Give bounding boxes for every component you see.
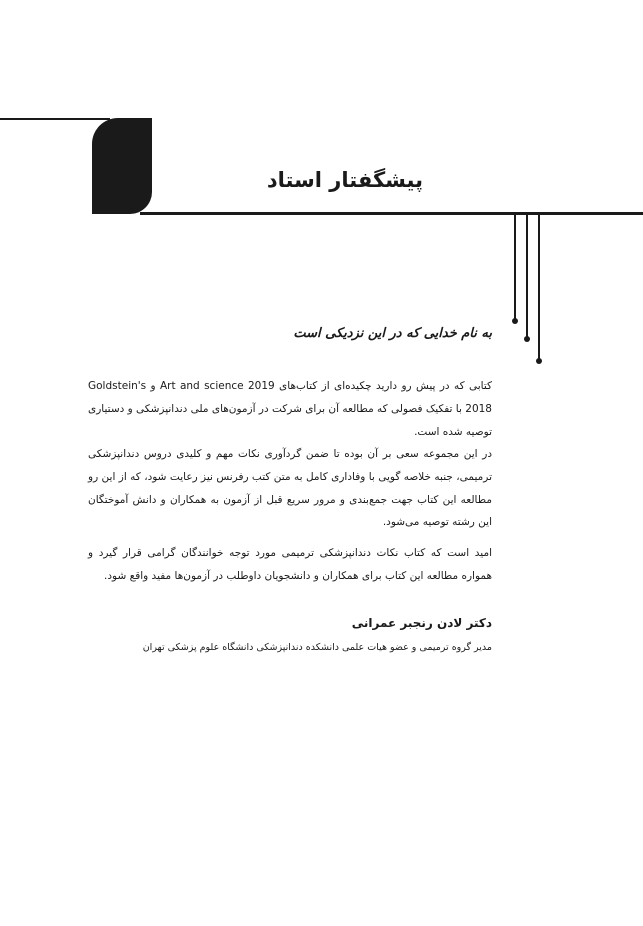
header-rule-left [0,118,110,120]
header-block [92,118,152,214]
header-rule-bottom [140,212,643,215]
signature-affiliation: مدیر گروه ترمیمی و عضو هیات علمی دانشکده دندانپزشکی دانشگاه علوم پزشکی تهران [142,642,492,653]
decorative-line-3 [538,215,540,361]
invocation-line: به نام خدایی که در این نزدیکی است [293,326,492,341]
page-title: پیشگفتار استاد [266,168,423,192]
body-paragraph-3: امید است که کتاب نکات دندانپزشکی ترمیمی مورد توجه خوانندگان گرامی قرار گیرد و همواره مطالعه این کتاب برای همکاران و دانشجویان داوطلب در آزمون‌ها مفید واقع شود. [88,547,492,582]
decorative-line-1 [514,215,516,321]
body-paragraph-1: کتابی که در پیش رو دارید چکیده‌ای از کتاب‌های Art and science 2019 و Goldstein's 2018 با تفکیک فصولی که مطالعه آن برای شرکت در آزمون‌های ملی دندانپزشکی و دستیاری توصیه شده است. [88,380,492,438]
body-paragraph-2: در این مجموعه سعی بر آن بوده تا ضمن گردآوری نکات مهم و کلیدی دروس دندانپزشکی ترمیمی، جنبه خلاصه گویی با وفاداری کامل به متن کتب رفرنس نیز رعایت شود، که از این رو مطالعه این کتاب جهت جمع‌بندی و مرور سریع قبل از آزمون به همکاران و دانش آموختگان این رشته توصیه می‌شود. [88,448,492,529]
decorative-line-2 [526,215,528,339]
signature-name: دکتر لادن رنجبر عمرانی [351,616,492,630]
